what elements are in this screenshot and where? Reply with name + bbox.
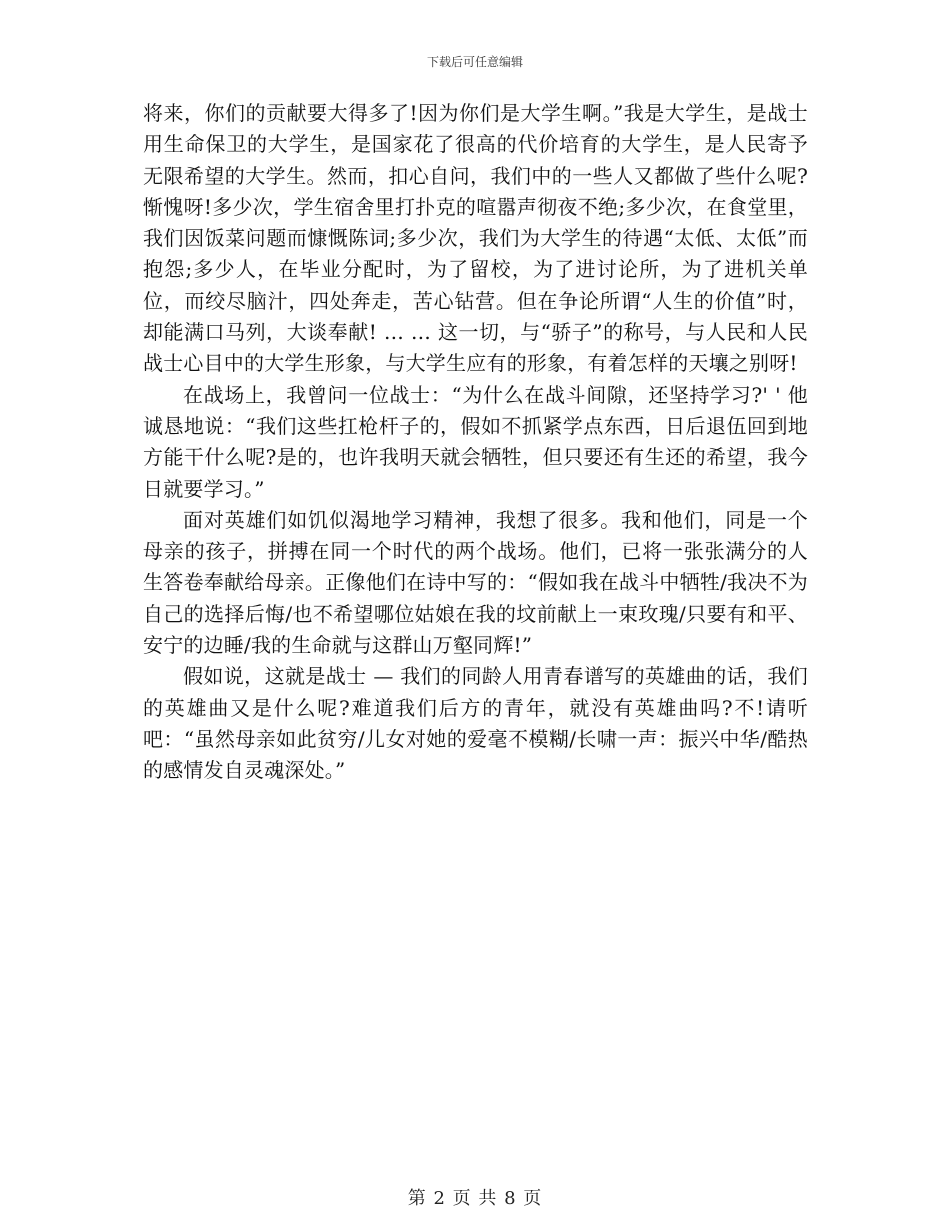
paragraph: 在战场上，我曾问一位战士：“为什么在战斗间隙，还坚持学习?' ' 他诚恳地说：“我们这些扛枪杆子的，假如不抓紧学点东西，日后退伍回到地方能干什么呢?是的，也许我明天就会牺牲，但只要还有生还的希望，我今日就要学习。” (143, 382, 808, 501)
paragraph: 将来，你们的贡献要大得多了!因为你们是大学生啊。”我是大学生，是战士用生命保卫的大学生，是国家花了很高的代价培育的大学生，是人民寄予无限希望的大学生。然而，扣心自问，我们中的一些人又都做了些什么呢?惭愧呀!多少次，学生宿舍里打扑克的喧嚣声彻夜不绝;多少次，在食堂里，我们因饭菜问题而慷慨陈词;多少次，我们为大学生的待遇“太低、太低”而抱怨;多少人，在毕业分配时，为了留校，为了进讨论所，为了进机关单位，而绞尽脑汁，四处奔走，苦心钻营。但在争论所谓“人生的价值”时，却能满口马列，大谈奉献! … … 这一切，与“骄子”的称号，与人民和人民战士心目中的大学生形象，与大学生应有的形象，有着怎样的天壤之别呀! (143, 101, 808, 376)
page-number: 第 2 页 共 8 页 (407, 1188, 543, 1209)
page-header: 下载后可任意编辑 (426, 55, 523, 69)
paragraph: 假如说，这就是战士 — 我们的同龄人用青春谱写的英雄曲的话，我们的英雄曲又是什么呢?难道我们后方的青年，就没有英雄曲吗?不!请听吧：“虽然母亲如此贫穷/儿女对她的爱毫不模糊/长啸一声：振兴中华/酷热的感情发自灵魂深处。” (143, 664, 808, 783)
paragraph: 面对英雄们如饥似渴地学习精神，我想了很多。我和他们，同是一个母亲的孩子，拼搏在同一个时代的两个战场。他们，已将一张张满分的人生答卷奉献给母亲。正像他们在诗中写的：“假如我在战斗中牺牲/我决不为自己的选择后悔/也不希望哪位姑娘在我的坟前献上一束玫瑰/只要有和平、安宁的边睡/我的生命就与这群山万壑同辉!” (143, 507, 808, 658)
document-body (143, 98, 808, 787)
